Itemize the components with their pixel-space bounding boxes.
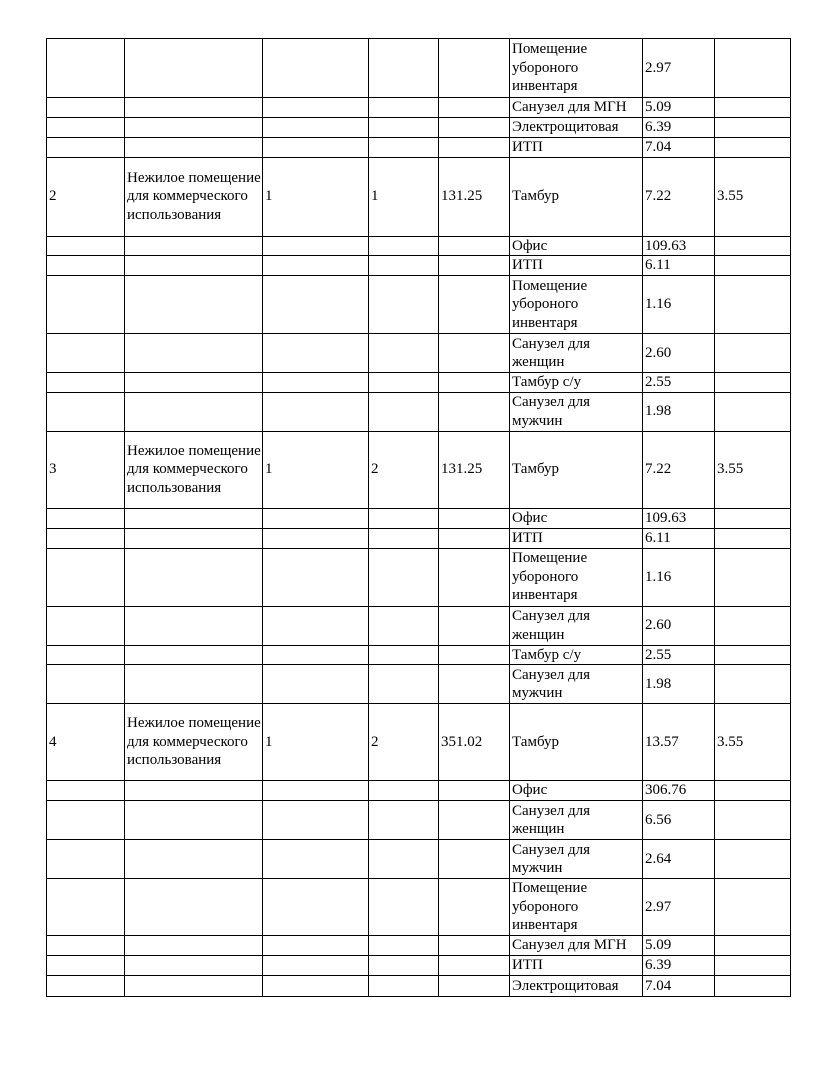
table-row — [47, 801, 791, 840]
cell-section — [369, 138, 439, 158]
cell-floor — [263, 276, 369, 334]
cell-floor — [263, 256, 369, 276]
cell-section — [369, 392, 439, 431]
cell-room-area: 6.11 — [643, 528, 715, 548]
cell-section: 2 — [369, 431, 439, 508]
cell-room-area: 109.63 — [643, 508, 715, 528]
cell-premise-type — [125, 936, 263, 956]
table-row — [47, 704, 791, 781]
cell-ceiling-height — [715, 118, 791, 138]
cell-premise-type — [125, 138, 263, 158]
cell-section — [369, 276, 439, 334]
cell-premise-type — [125, 118, 263, 138]
cell-ceiling-height — [715, 548, 791, 606]
cell-section — [369, 976, 439, 997]
cell-premise-type — [125, 508, 263, 528]
cell-number: 3 — [47, 431, 125, 508]
cell-floor — [263, 879, 369, 936]
cell-floor — [263, 508, 369, 528]
cell-room-area: 6.11 — [643, 256, 715, 276]
cell-room-name: Электрощитовая — [510, 976, 643, 997]
cell-ceiling-height — [715, 236, 791, 256]
cell-section — [369, 956, 439, 976]
cell-room-area: 2.55 — [643, 645, 715, 665]
cell-premise-type — [125, 781, 263, 801]
cell-floor — [263, 39, 369, 98]
cell-premise-type — [125, 528, 263, 548]
cell-premise-type: Нежилое помещение для коммерческого использования — [125, 704, 263, 781]
cell-room-name: Санузел для женщин — [510, 801, 643, 840]
cell-room-area: 2.97 — [643, 879, 715, 936]
cell-total-area — [439, 548, 510, 606]
cell-section: 1 — [369, 157, 439, 236]
cell-room-area: 2.64 — [643, 840, 715, 879]
cell-room-name: Помещение убороного инвентаря — [510, 879, 643, 936]
table-row — [47, 157, 791, 236]
cell-section — [369, 801, 439, 840]
cell-room-name: ИТП — [510, 256, 643, 276]
cell-ceiling-height — [715, 606, 791, 645]
cell-total-area — [439, 276, 510, 334]
cell-floor — [263, 645, 369, 665]
cell-floor — [263, 548, 369, 606]
cell-premise-type — [125, 236, 263, 256]
cell-number — [47, 39, 125, 98]
cell-number — [47, 334, 125, 373]
cell-number — [47, 236, 125, 256]
cell-floor — [263, 781, 369, 801]
cell-ceiling-height — [715, 256, 791, 276]
cell-premise-type — [125, 256, 263, 276]
table-row — [47, 373, 791, 393]
cell-number — [47, 508, 125, 528]
cell-premise-type — [125, 392, 263, 431]
cell-total-area — [439, 840, 510, 879]
cell-section — [369, 781, 439, 801]
table-row — [47, 528, 791, 548]
cell-premise-type — [125, 665, 263, 704]
cell-premise-type — [125, 801, 263, 840]
cell-floor — [263, 118, 369, 138]
cell-ceiling-height — [715, 334, 791, 373]
cell-section — [369, 334, 439, 373]
cell-floor — [263, 840, 369, 879]
cell-room-name: Помещение убороного инвентаря — [510, 548, 643, 606]
cell-total-area — [439, 334, 510, 373]
cell-room-name: Тамбур — [510, 431, 643, 508]
cell-floor — [263, 665, 369, 704]
cell-ceiling-height — [715, 138, 791, 158]
cell-room-name: Офис — [510, 508, 643, 528]
cell-room-name: Тамбур — [510, 704, 643, 781]
cell-section: 2 — [369, 704, 439, 781]
cell-premise-type — [125, 334, 263, 373]
cell-floor — [263, 98, 369, 118]
table-row — [47, 976, 791, 997]
cell-total-area — [439, 528, 510, 548]
cell-section — [369, 98, 439, 118]
cell-number — [47, 840, 125, 879]
cell-room-name: Санузел для МГН — [510, 98, 643, 118]
cell-number — [47, 781, 125, 801]
cell-room-area: 1.98 — [643, 665, 715, 704]
cell-section — [369, 665, 439, 704]
table-row — [47, 956, 791, 976]
cell-section — [369, 606, 439, 645]
cell-premise-type — [125, 976, 263, 997]
cell-number — [47, 936, 125, 956]
cell-floor — [263, 936, 369, 956]
cell-number — [47, 801, 125, 840]
cell-number — [47, 118, 125, 138]
cell-room-area: 2.60 — [643, 334, 715, 373]
cell-total-area — [439, 39, 510, 98]
cell-total-area — [439, 801, 510, 840]
cell-ceiling-height: 3.55 — [715, 431, 791, 508]
cell-number — [47, 98, 125, 118]
cell-floor: 1 — [263, 431, 369, 508]
table-row — [47, 276, 791, 334]
cell-room-area: 5.09 — [643, 98, 715, 118]
cell-room-area: 7.04 — [643, 976, 715, 997]
cell-room-name: Тамбур с/у — [510, 373, 643, 393]
cell-room-area: 1.16 — [643, 276, 715, 334]
cell-ceiling-height — [715, 781, 791, 801]
cell-section — [369, 840, 439, 879]
cell-floor — [263, 392, 369, 431]
cell-ceiling-height — [715, 98, 791, 118]
cell-room-name: ИТП — [510, 138, 643, 158]
cell-room-area: 6.39 — [643, 118, 715, 138]
table-body — [47, 39, 791, 997]
table-row — [47, 879, 791, 936]
cell-number: 4 — [47, 704, 125, 781]
cell-floor — [263, 606, 369, 645]
cell-section — [369, 118, 439, 138]
cell-ceiling-height — [715, 956, 791, 976]
cell-room-name: Помещение убороного инвентаря — [510, 276, 643, 334]
table-row — [47, 936, 791, 956]
cell-ceiling-height — [715, 392, 791, 431]
cell-room-name: Санузел для женщин — [510, 606, 643, 645]
cell-floor — [263, 528, 369, 548]
cell-number — [47, 956, 125, 976]
cell-room-name: Санузел для мужчин — [510, 665, 643, 704]
cell-floor — [263, 801, 369, 840]
cell-floor — [263, 236, 369, 256]
table-row — [47, 392, 791, 431]
premises-table — [46, 38, 791, 997]
cell-floor: 1 — [263, 157, 369, 236]
cell-room-area: 6.56 — [643, 801, 715, 840]
cell-total-area — [439, 373, 510, 393]
cell-ceiling-height — [715, 976, 791, 997]
cell-number — [47, 976, 125, 997]
cell-section — [369, 936, 439, 956]
cell-room-area: 2.97 — [643, 39, 715, 98]
cell-premise-type — [125, 645, 263, 665]
cell-room-area: 109.63 — [643, 236, 715, 256]
cell-room-name: Тамбур с/у — [510, 645, 643, 665]
cell-total-area — [439, 508, 510, 528]
cell-premise-type — [125, 879, 263, 936]
cell-ceiling-height — [715, 508, 791, 528]
cell-room-name: Санузел для МГН — [510, 936, 643, 956]
cell-room-area: 6.39 — [643, 956, 715, 976]
table-row — [47, 781, 791, 801]
cell-floor: 1 — [263, 704, 369, 781]
cell-floor — [263, 138, 369, 158]
cell-section — [369, 508, 439, 528]
cell-total-area — [439, 118, 510, 138]
cell-number: 2 — [47, 157, 125, 236]
cell-premise-type — [125, 98, 263, 118]
cell-ceiling-height — [715, 840, 791, 879]
cell-premise-type — [125, 840, 263, 879]
cell-total-area — [439, 976, 510, 997]
table-row — [47, 39, 791, 98]
cell-ceiling-height — [715, 373, 791, 393]
table-row — [47, 118, 791, 138]
table-row — [47, 431, 791, 508]
cell-number — [47, 392, 125, 431]
cell-premise-type — [125, 276, 263, 334]
cell-number — [47, 138, 125, 158]
cell-premise-type: Нежилое помещение для коммерческого использования — [125, 431, 263, 508]
cell-premise-type — [125, 39, 263, 98]
cell-ceiling-height — [715, 936, 791, 956]
cell-room-name: ИТП — [510, 528, 643, 548]
cell-total-area — [439, 665, 510, 704]
table-row — [47, 665, 791, 704]
cell-ceiling-height — [715, 879, 791, 936]
cell-floor — [263, 373, 369, 393]
cell-total-area: 131.25 — [439, 157, 510, 236]
cell-room-name: ИТП — [510, 956, 643, 976]
table-row — [47, 508, 791, 528]
cell-total-area — [439, 645, 510, 665]
cell-section — [369, 236, 439, 256]
table-row — [47, 256, 791, 276]
cell-room-area: 306.76 — [643, 781, 715, 801]
cell-room-name: Тамбур — [510, 157, 643, 236]
cell-floor — [263, 976, 369, 997]
cell-number — [47, 665, 125, 704]
cell-ceiling-height — [715, 645, 791, 665]
cell-floor — [263, 334, 369, 373]
cell-number — [47, 256, 125, 276]
cell-room-name: Помещение убороного инвентаря — [510, 39, 643, 98]
cell-room-name: Офис — [510, 781, 643, 801]
cell-room-area: 2.55 — [643, 373, 715, 393]
cell-number — [47, 528, 125, 548]
table-row — [47, 645, 791, 665]
cell-total-area: 131.25 — [439, 431, 510, 508]
cell-section — [369, 39, 439, 98]
cell-room-area: 5.09 — [643, 936, 715, 956]
cell-total-area — [439, 936, 510, 956]
cell-premise-type — [125, 373, 263, 393]
cell-room-area: 2.60 — [643, 606, 715, 645]
cell-ceiling-height — [715, 665, 791, 704]
cell-room-area: 7.22 — [643, 431, 715, 508]
cell-ceiling-height — [715, 801, 791, 840]
cell-premise-type — [125, 606, 263, 645]
cell-section — [369, 256, 439, 276]
cell-floor — [263, 956, 369, 976]
cell-total-area — [439, 956, 510, 976]
cell-total-area — [439, 392, 510, 431]
table-row — [47, 840, 791, 879]
table-row — [47, 138, 791, 158]
cell-number — [47, 879, 125, 936]
cell-section — [369, 528, 439, 548]
cell-total-area: 351.02 — [439, 704, 510, 781]
cell-room-area: 1.98 — [643, 392, 715, 431]
cell-number — [47, 373, 125, 393]
cell-room-area: 1.16 — [643, 548, 715, 606]
cell-total-area — [439, 256, 510, 276]
table-row — [47, 606, 791, 645]
cell-room-name: Санузел для мужчин — [510, 840, 643, 879]
cell-number — [47, 276, 125, 334]
cell-ceiling-height: 3.55 — [715, 157, 791, 236]
cell-premise-type — [125, 956, 263, 976]
cell-ceiling-height — [715, 528, 791, 548]
cell-total-area — [439, 98, 510, 118]
cell-room-name: Электрощитовая — [510, 118, 643, 138]
cell-room-area: 13.57 — [643, 704, 715, 781]
cell-total-area — [439, 606, 510, 645]
table-row — [47, 548, 791, 606]
table-row — [47, 98, 791, 118]
cell-number — [47, 645, 125, 665]
cell-section — [369, 373, 439, 393]
table-row — [47, 334, 791, 373]
cell-room-name: Офис — [510, 236, 643, 256]
cell-ceiling-height — [715, 276, 791, 334]
cell-total-area — [439, 879, 510, 936]
cell-section — [369, 548, 439, 606]
cell-ceiling-height: 3.55 — [715, 704, 791, 781]
cell-ceiling-height — [715, 39, 791, 98]
cell-room-area: 7.04 — [643, 138, 715, 158]
cell-number — [47, 548, 125, 606]
cell-total-area — [439, 236, 510, 256]
cell-premise-type: Нежилое помещение для коммерческого использования — [125, 157, 263, 236]
cell-room-name: Санузел для мужчин — [510, 392, 643, 431]
cell-room-name: Санузел для женщин — [510, 334, 643, 373]
cell-number — [47, 606, 125, 645]
cell-premise-type — [125, 548, 263, 606]
cell-total-area — [439, 781, 510, 801]
table-row — [47, 236, 791, 256]
cell-section — [369, 645, 439, 665]
cell-section — [369, 879, 439, 936]
cell-room-area: 7.22 — [643, 157, 715, 236]
cell-total-area — [439, 138, 510, 158]
